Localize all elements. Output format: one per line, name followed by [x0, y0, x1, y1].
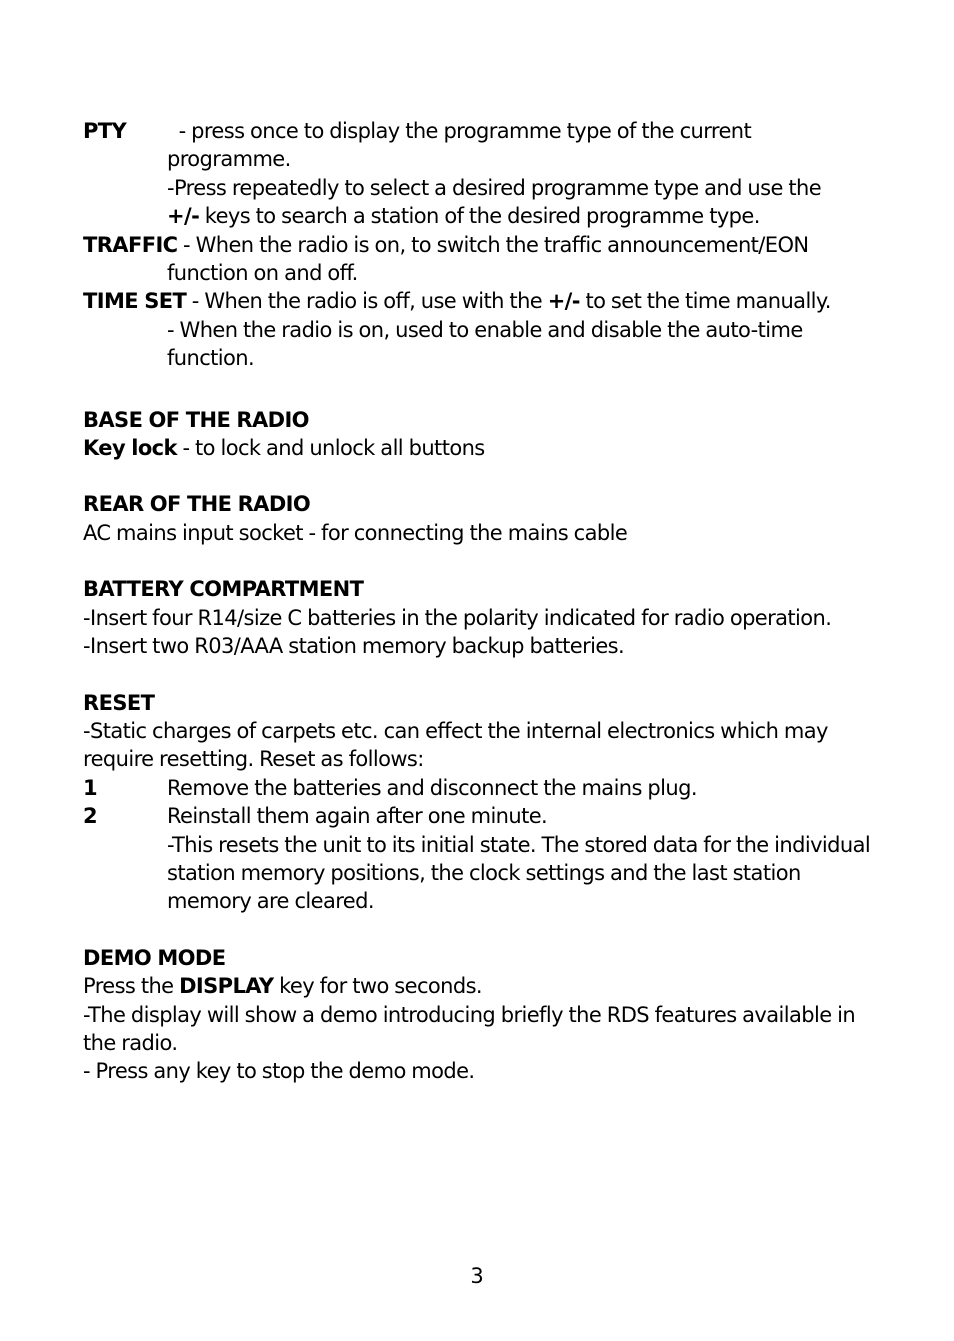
time-set-line1: [83, 287, 883, 315]
pty-text-4: keys to search a station of the desired programme type.: [199, 204, 760, 229]
demo-line1: [83, 972, 883, 1000]
pty-keys: +/-: [167, 204, 200, 229]
demo-section: [83, 944, 883, 1086]
time-set-text-a: - When the radio is off, use with the: [186, 289, 548, 314]
reset-step-number: 1: [83, 775, 98, 800]
traffic-section: [83, 231, 883, 288]
manual-page: [83, 117, 883, 1086]
demo-heading-text: DEMO MODE: [83, 945, 226, 970]
pty-section: [83, 117, 883, 231]
time-set-text-b: to set the time manually.: [579, 289, 831, 314]
time-set-keys: +/-: [547, 289, 580, 314]
rear-heading-text: REAR OF THE RADIO: [83, 492, 311, 517]
spacer: [83, 916, 883, 944]
base-heading-text: BASE OF THE RADIO: [83, 407, 309, 432]
traffic-text: - When the radio is on, to switch the traffic announcement/EON function on and off.: [167, 232, 809, 286]
battery-heading: [83, 575, 883, 603]
demo-text-a: Press the: [83, 974, 180, 999]
reset-heading: [83, 689, 883, 717]
pty-text-1: - press once to display the programme type of the current: [173, 119, 752, 143]
pty-line1: [83, 117, 883, 145]
reset-step-text: Reinstall them again after one minute.: [167, 804, 548, 829]
base-section: [83, 406, 883, 463]
rear-text: AC mains input socket - for connecting the mains cable: [83, 520, 628, 545]
reset-section: [83, 689, 883, 916]
pty-line4: [83, 202, 883, 230]
spacer: [83, 373, 883, 406]
reset-step-text: Remove the batteries and disconnect the mains plug.: [167, 775, 697, 800]
battery-line1: -Insert four R14/size C batteries in the polarity indicated for radio operation.: [83, 605, 832, 630]
demo-text-b: key for two seconds.: [273, 974, 483, 999]
spacer: [83, 547, 883, 575]
reset-heading-text: RESET: [83, 690, 155, 715]
demo-heading: [83, 944, 883, 972]
rear-heading: [83, 490, 883, 518]
demo-line2: -The display will show a demo introducing briefly the RDS features available in the radio.: [83, 1002, 856, 1055]
rear-section: [83, 490, 883, 547]
pty-label: PTY: [83, 119, 127, 143]
base-heading: [83, 406, 883, 434]
pty-line3: -Press repeatedly to select a desired programme type and use the: [167, 175, 822, 200]
key-lock-line: [83, 434, 883, 462]
battery-heading-text: BATTERY COMPARTMENT: [83, 577, 364, 602]
spacer: [83, 462, 883, 490]
time-set-label: TIME SET: [83, 289, 187, 314]
reset-step-2: [83, 802, 883, 830]
display-key: DISPLAY: [179, 974, 274, 999]
time-set-line3: - When the radio is on, used to enable and disable the auto-time: [167, 317, 803, 342]
demo-line3: - Press any key to stop the demo mode.: [83, 1059, 475, 1084]
spacer: [83, 661, 883, 689]
reset-step-number: 2: [83, 804, 98, 829]
traffic-label: TRAFFIC: [83, 232, 178, 257]
key-lock-text: - to lock and unlock all buttons: [176, 436, 485, 461]
key-lock-label: Key lock: [83, 436, 177, 461]
battery-line2: -Insert two R03/AAA station memory backup batteries.: [83, 634, 625, 659]
time-set-section: [83, 287, 883, 372]
pty-line2: programme.: [167, 147, 291, 172]
battery-section: [83, 575, 883, 660]
reset-note: -This resets the unit to its initial state. The stored data for the individual station memory positions, the clock settings and the last station memory are cleared.: [167, 832, 871, 914]
reset-step-1: [83, 774, 883, 802]
page-number: 3: [470, 1264, 484, 1288]
reset-intro: -Static charges of carpets etc. can effect the internal electronics which may require resetting. Reset as follows:: [83, 718, 828, 772]
time-set-line4: function.: [167, 346, 255, 371]
